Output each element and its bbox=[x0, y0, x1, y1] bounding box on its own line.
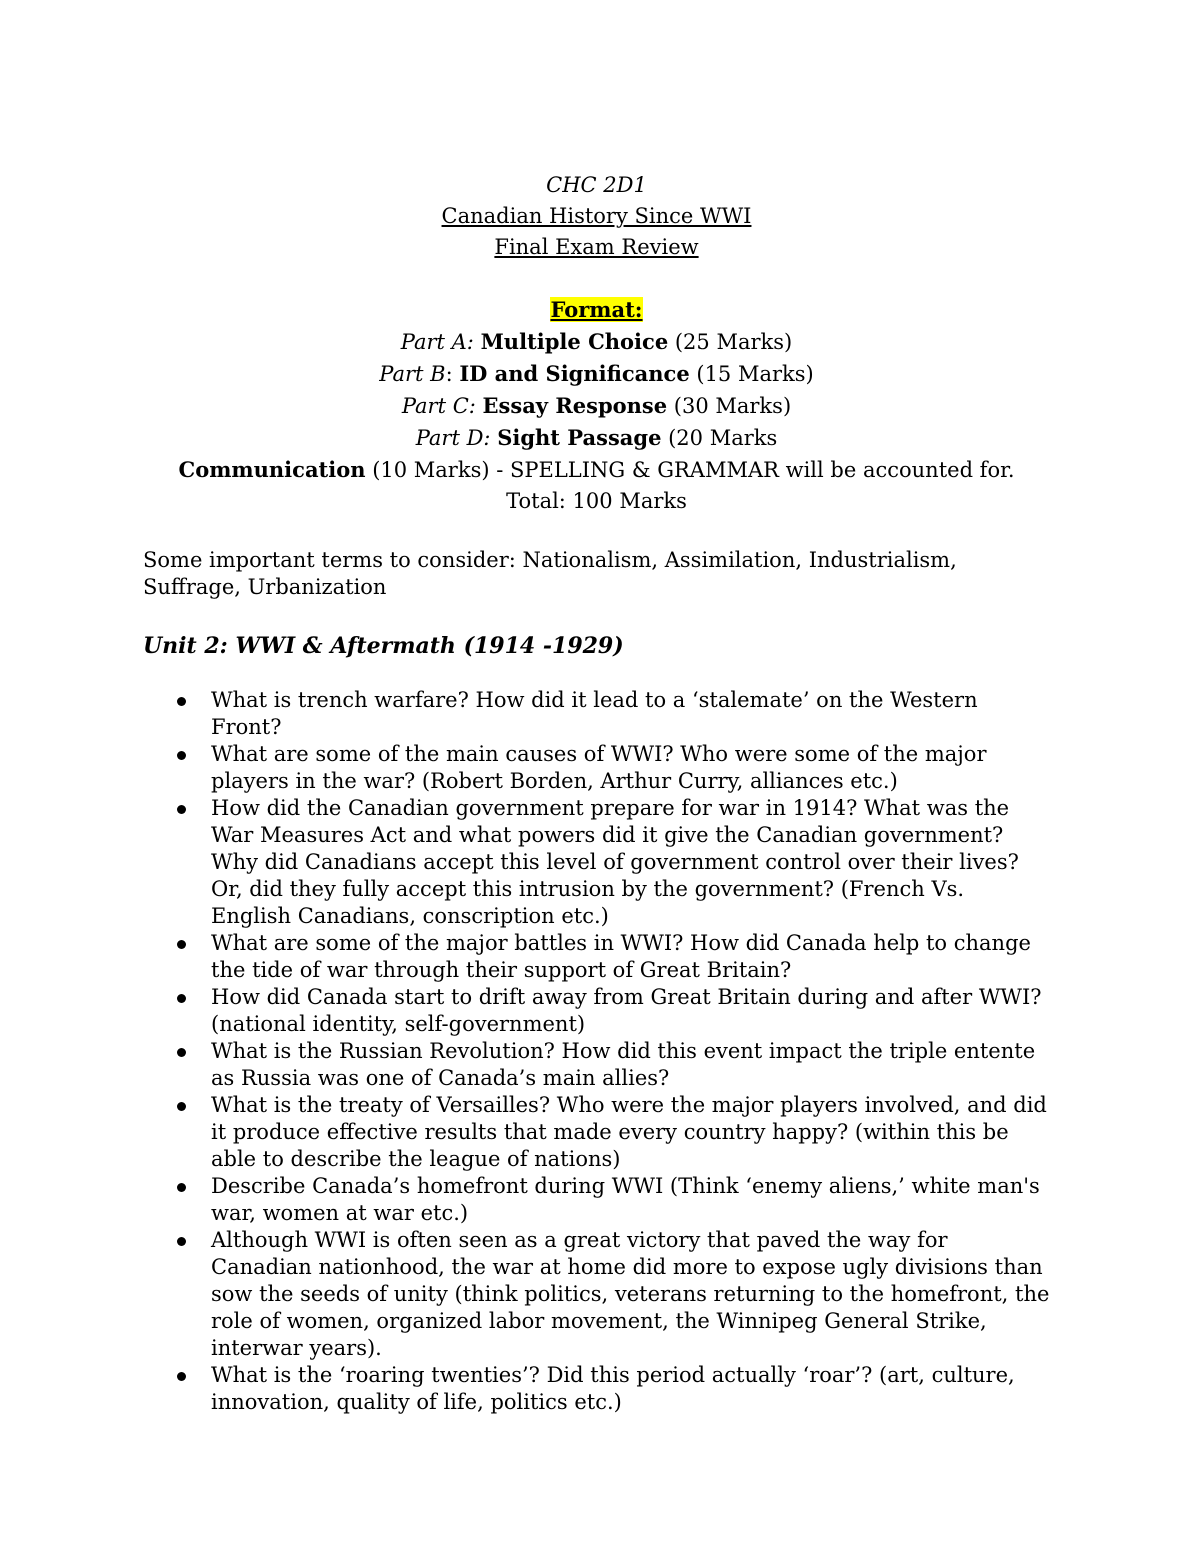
document-title: Final Exam Review bbox=[494, 235, 699, 259]
part-marks: (30 Marks) bbox=[667, 394, 792, 418]
document-header bbox=[143, 170, 1050, 517]
question-text: What is the Russian Revolution? How did this event impact the triple entente as Russia was one of Canada’s main allies? bbox=[211, 1039, 1036, 1090]
list-item bbox=[143, 795, 1050, 930]
list-item bbox=[143, 1038, 1050, 1092]
important-terms: Some important terms to consider: Nationalism, Assimilation, Industrialism, Suffrage, Urbanization bbox=[143, 548, 957, 599]
communication-name: Communication bbox=[178, 457, 366, 482]
part-label: Part A: bbox=[400, 330, 474, 354]
question-text: Describe Canada’s homefront during WWI (Think ‘enemy aliens,’ white man's war, women at war etc.) bbox=[211, 1174, 1040, 1225]
question-text: What is trench warfare? How did it lead to a ‘stalemate’ on the Western Front? bbox=[211, 688, 978, 739]
bullet-icon bbox=[177, 940, 186, 949]
list-item bbox=[143, 984, 1050, 1038]
part-name: Multiple Choice bbox=[480, 329, 669, 354]
format-part-d bbox=[143, 422, 1050, 454]
list-item bbox=[143, 687, 1050, 741]
question-text: What is the ‘roaring twenties’? Did this period actually ‘roar’? (art, culture, innovation, quality of life, politics etc.) bbox=[211, 1363, 1015, 1414]
format-part-c bbox=[143, 390, 1050, 422]
part-name: ID and Significance bbox=[459, 361, 690, 386]
question-text: Although WWI is often seen as a great victory that paved the way for Canadian nationhood, the war at home did more to expose ugly divisions than sow the seeds of unity (think politics, veterans returning to the homefront, the role of women, organized labor movement, the Winnipeg General Strike, interwar years). bbox=[211, 1228, 1050, 1360]
header-spacer bbox=[143, 263, 1050, 294]
communication-detail: (10 Marks) - SPELLING & GRAMMAR will be accounted for. bbox=[365, 458, 1015, 482]
format-heading: Format: bbox=[550, 297, 643, 322]
format-communication bbox=[143, 454, 1050, 486]
list-item bbox=[143, 741, 1050, 795]
bullet-icon bbox=[177, 697, 186, 706]
list-item bbox=[143, 930, 1050, 984]
part-marks: (20 Marks bbox=[661, 426, 778, 450]
question-text: What are some of the main causes of WWI? Who were some of the major players in the war? (Robert Borden, Arthur Curry, alliances etc.) bbox=[211, 742, 987, 793]
bullet-icon bbox=[177, 1237, 186, 1246]
question-text: What is the treaty of Versailles? Who were the major players involved, and did it produce effective results that made every country happy? (within this be able to describe the league of nations) bbox=[211, 1093, 1047, 1171]
list-item bbox=[143, 1092, 1050, 1173]
part-name: Sight Passage bbox=[497, 425, 662, 450]
question-text: What are some of the major battles in WWI? How did Canada help to change the tide of war through their support of Great Britain? bbox=[211, 931, 1031, 982]
format-total: Total: 100 Marks bbox=[506, 489, 687, 513]
question-text: How did Canada start to drift away from Great Britain during and after WWI? (national identity, self-government) bbox=[211, 985, 1042, 1036]
format-heading-line bbox=[143, 294, 1050, 326]
bullet-icon bbox=[177, 805, 186, 814]
bullet-icon bbox=[177, 1102, 186, 1111]
format-part-a bbox=[143, 326, 1050, 358]
question-text: How did the Canadian government prepare for war in 1914? What was the War Measures Act and what powers did it give the Canadian government? Why did Canadians accept this level of government control over their lives? Or, did they fully accept this intrusion by the government? (French Vs. English Canadians, conscription etc.) bbox=[211, 796, 1019, 928]
part-label: Part B bbox=[379, 362, 446, 386]
part-label: Part C: bbox=[401, 394, 476, 418]
format-part-b: Part B: ID and Significance (15 Marks) bbox=[379, 361, 814, 386]
part-name: Essay Response bbox=[482, 393, 668, 418]
list-item bbox=[143, 1173, 1050, 1227]
unit-heading: Unit 2: WWI & Aftermath (1914 -1929) bbox=[143, 633, 624, 659]
bullet-icon bbox=[177, 1183, 186, 1192]
list-item bbox=[143, 1362, 1050, 1416]
part-marks: (15 Marks) bbox=[689, 362, 814, 386]
bullet-icon bbox=[177, 1048, 186, 1057]
course-code: CHC 2D1 bbox=[546, 173, 647, 197]
course-title: Canadian History Since WWI bbox=[441, 204, 752, 228]
bullet-icon bbox=[177, 994, 186, 1003]
list-item bbox=[143, 1227, 1050, 1362]
part-label: Part D: bbox=[415, 426, 491, 450]
bullet-icon bbox=[177, 1372, 186, 1381]
question-list bbox=[143, 687, 1050, 1416]
part-marks: (25 Marks) bbox=[668, 330, 793, 354]
bullet-icon bbox=[177, 751, 186, 760]
